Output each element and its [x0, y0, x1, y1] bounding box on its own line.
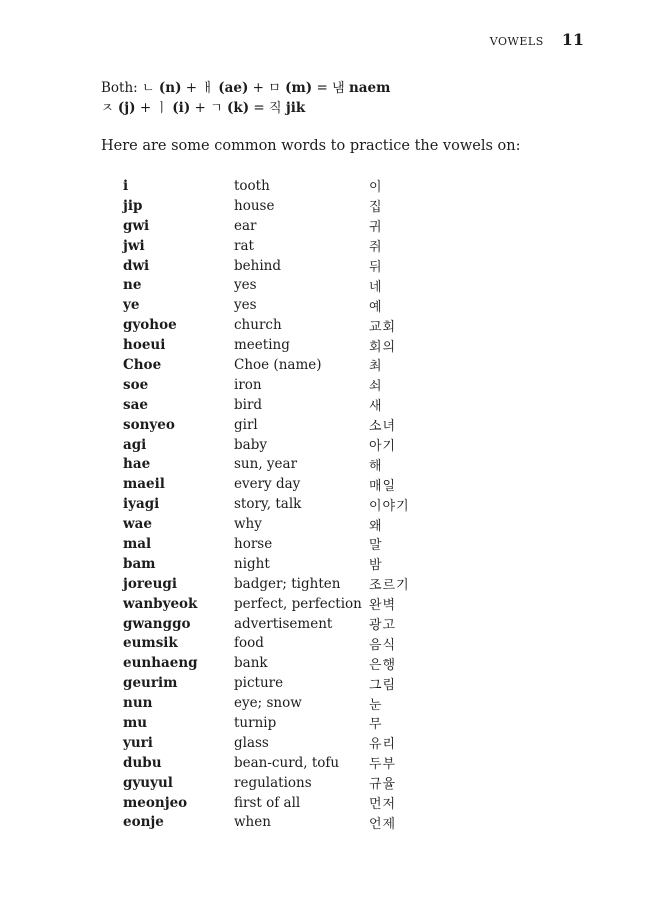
vocab-row: [123, 753, 410, 773]
korean-word: 음식: [369, 637, 397, 653]
korean-word: 먼저: [369, 797, 397, 813]
result-roman: naem: [348, 80, 391, 96]
jamo: ㅈ: [101, 101, 114, 116]
korean-word: 뒤: [369, 260, 383, 275]
vocab-row: [123, 196, 410, 216]
vocab-row: [123, 395, 410, 415]
romanization: gwi: [123, 217, 150, 234]
romanization: ye: [123, 297, 140, 314]
romanization: sae: [123, 396, 148, 413]
romanization: joreugi: [123, 575, 177, 592]
korean-word: 광고: [369, 618, 397, 634]
english-gloss: glass: [234, 734, 269, 751]
korean-word: 완벽: [369, 598, 397, 614]
korean-word: 새: [369, 399, 383, 415]
english-gloss: Choe (name): [234, 356, 322, 373]
result-roman: jik: [285, 100, 306, 116]
english-gloss: yes: [234, 277, 257, 294]
english-gloss: every day: [234, 476, 301, 493]
plus-sign: +: [185, 80, 198, 96]
vocabulary-list: [123, 176, 410, 832]
korean-word: 회의: [369, 339, 397, 355]
vocab-row: [123, 236, 410, 256]
english-gloss: perfect, perfection: [234, 595, 362, 612]
romanization: wanbyeok: [123, 595, 198, 612]
korean-word: 집: [369, 200, 383, 216]
jamo: ㄱ: [210, 101, 223, 116]
romanization: agi: [123, 436, 147, 453]
korean-word: 매일: [369, 478, 397, 494]
vocab-row: [123, 295, 410, 315]
vocab-row: [123, 773, 410, 793]
english-gloss: girl: [234, 416, 258, 433]
equals-sign: =: [253, 100, 265, 116]
jamo: ㅣ: [155, 101, 168, 116]
korean-word: 아기: [369, 439, 397, 455]
vocab-row: [123, 614, 410, 634]
plus-sign: +: [139, 100, 152, 116]
romanization: gwanggo: [123, 615, 191, 632]
result-hangul: 직: [269, 101, 282, 116]
romanization: jip: [123, 197, 143, 214]
romanization: eonje: [123, 814, 164, 831]
intro-sentence: Here are some common words to practice the vowels on:: [101, 138, 521, 154]
english-gloss: rat: [234, 237, 254, 254]
vocab-row: [123, 534, 410, 554]
korean-word: 왜: [369, 518, 383, 534]
romanization: maeil: [123, 476, 165, 493]
english-gloss: sun, year: [234, 456, 298, 473]
korean-word: 귀: [369, 220, 383, 236]
english-gloss: house: [234, 197, 275, 214]
vocab-row: [123, 375, 410, 395]
english-gloss: ear: [234, 217, 257, 234]
romanization: yuri: [123, 734, 153, 751]
vocab-row: [123, 216, 410, 236]
romanization: soe: [123, 376, 149, 393]
korean-word: 예: [369, 299, 383, 315]
korean-word: 규율: [369, 777, 397, 793]
example-prefix: Both:: [101, 80, 143, 96]
vocab-row: [123, 693, 410, 713]
vocab-row: [123, 653, 410, 673]
romanization: meonjeo: [123, 794, 188, 811]
vocab-row: [123, 813, 410, 833]
english-gloss: church: [234, 317, 282, 334]
romanization: dwi: [123, 257, 150, 274]
romanization: sonyeo: [123, 416, 175, 433]
english-gloss: when: [234, 814, 271, 831]
romanization: ne: [123, 277, 142, 294]
romanization: dubu: [123, 754, 162, 771]
running-head: [490, 30, 584, 49]
vocab-row: [123, 335, 410, 355]
vocab-row: [123, 415, 410, 435]
vocab-row: [123, 315, 410, 335]
romanization: bam: [123, 555, 156, 572]
korean-word: 해: [369, 458, 383, 474]
example-line-2: [101, 97, 305, 116]
romanization: gyuyul: [123, 774, 173, 791]
vocab-row: [123, 454, 410, 474]
romanization: mu: [123, 714, 148, 731]
page-number: 11: [561, 30, 584, 49]
korean-word: 언제: [369, 816, 397, 832]
plus-sign: +: [194, 100, 206, 116]
romanization: Choe: [123, 356, 162, 373]
romanization: i: [123, 177, 129, 194]
english-gloss: advertisement: [234, 615, 333, 632]
korean-word: 소녀: [369, 419, 397, 435]
romanization: eumsik: [123, 635, 178, 652]
korean-word: 눈: [369, 697, 383, 713]
plus-sign: +: [252, 80, 264, 96]
korean-word: 조르기: [369, 578, 410, 594]
romanization: hae: [123, 456, 151, 473]
vocab-row: [123, 793, 410, 813]
english-gloss: regulations: [234, 774, 312, 791]
vocab-row: [123, 494, 410, 514]
korean-word: 은행: [369, 657, 397, 673]
result-hangul: 냄: [332, 81, 345, 96]
vocab-row: [123, 275, 410, 295]
vocab-row: [123, 435, 410, 455]
english-gloss: iron: [234, 376, 262, 393]
equals-sign: =: [316, 80, 328, 96]
vocab-row: [123, 355, 410, 375]
korean-word: 네: [369, 279, 383, 295]
jamo: ㅁ: [268, 81, 281, 96]
korean-word: 그림: [369, 677, 397, 693]
jamo-roman: (ae): [218, 80, 249, 96]
jamo-roman: (n): [158, 80, 182, 96]
english-gloss: story, talk: [234, 496, 302, 513]
example-line-1: [101, 77, 390, 96]
romanization: eunhaeng: [123, 655, 198, 672]
romanization: mal: [123, 535, 152, 552]
english-gloss: yes: [234, 297, 257, 314]
english-gloss: badger; tighten: [234, 575, 341, 592]
vocab-row: [123, 594, 410, 614]
vocab-row: [123, 554, 410, 574]
romanization: gyohoe: [123, 317, 177, 334]
korean-word: 말: [369, 538, 383, 554]
vocab-row: [123, 514, 410, 534]
english-gloss: picture: [234, 675, 284, 692]
jamo: ㅐ: [201, 81, 214, 96]
vocab-row: [123, 673, 410, 693]
vocab-row: [123, 256, 410, 276]
vocab-row: [123, 574, 410, 594]
english-gloss: baby: [234, 436, 267, 453]
korean-word: 이: [369, 180, 383, 196]
korean-word: 무: [369, 717, 383, 733]
korean-word: 쥐: [369, 240, 383, 256]
korean-word: 두부: [369, 757, 397, 773]
korean-word: 쇠: [369, 379, 383, 395]
korean-word: 이야기: [369, 498, 410, 514]
english-gloss: bird: [234, 396, 263, 413]
vocab-row: [123, 474, 410, 494]
romanization: nun: [123, 695, 153, 712]
korean-word: 유리: [369, 737, 397, 753]
romanization: iyagi: [123, 496, 160, 513]
english-gloss: bean-curd, tofu: [234, 754, 340, 771]
english-gloss: meeting: [234, 337, 290, 354]
jamo-roman: (k): [226, 100, 250, 116]
romanization: wae: [123, 516, 152, 533]
english-gloss: eye; snow: [234, 695, 302, 712]
english-gloss: night: [234, 555, 270, 572]
korean-word: 교회: [369, 319, 397, 335]
korean-word: 밤: [369, 558, 383, 574]
section-name: VOWELS: [489, 35, 544, 48]
jamo: ㄴ: [142, 81, 155, 96]
vocab-row: [123, 633, 410, 653]
romanization: hoeui: [123, 337, 166, 354]
korean-word: 최: [369, 359, 383, 375]
english-gloss: food: [234, 635, 264, 652]
english-gloss: tooth: [234, 177, 270, 194]
romanization: geurim: [123, 675, 178, 692]
vocab-row: [123, 733, 410, 753]
english-gloss: horse: [234, 535, 273, 552]
jamo-roman: (m): [285, 80, 313, 96]
vocab-row: [123, 176, 410, 196]
romanization: jwi: [123, 237, 145, 254]
english-gloss: bank: [234, 655, 268, 672]
english-gloss: first of all: [234, 794, 301, 811]
jamo-roman: (i): [172, 100, 191, 116]
english-gloss: behind: [234, 257, 281, 274]
jamo-roman: (j): [117, 100, 136, 116]
english-gloss: turnip: [234, 714, 277, 731]
vocab-row: [123, 713, 410, 733]
english-gloss: why: [234, 516, 262, 533]
